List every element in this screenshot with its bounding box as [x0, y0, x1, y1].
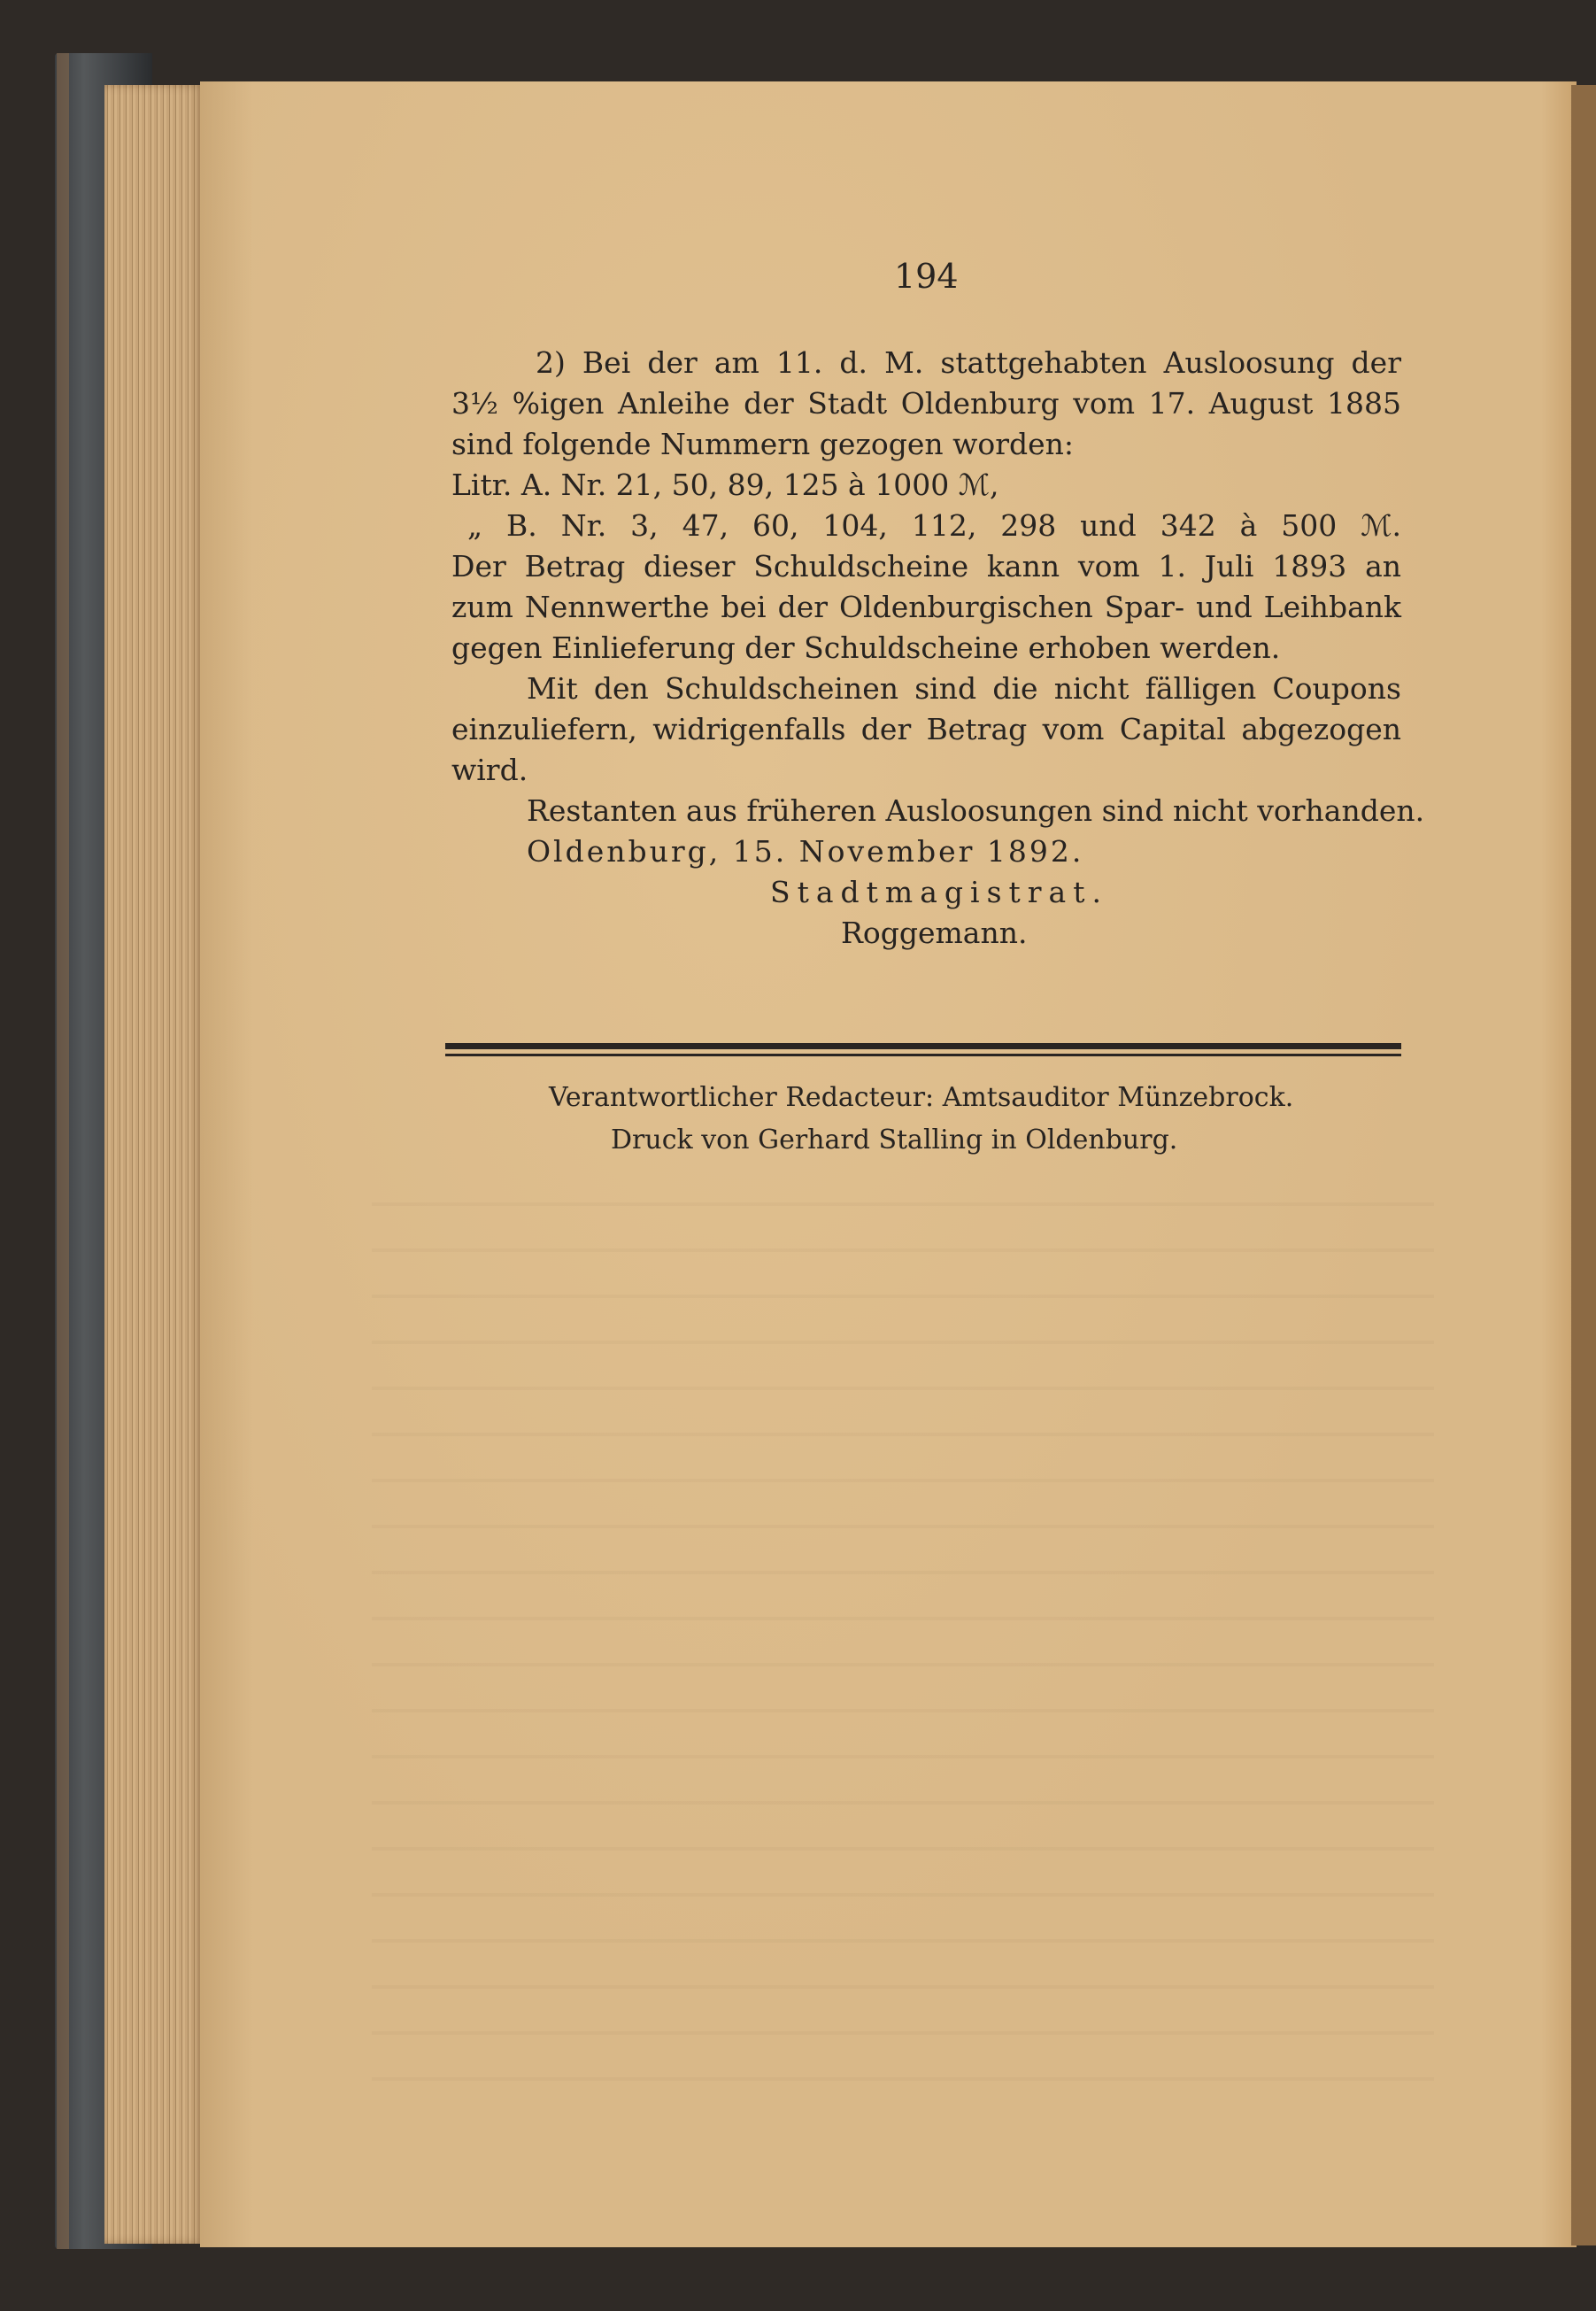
- body-line-9: Mit den Schuldscheinen sind die nicht fälligen Coupons: [527, 671, 1401, 706]
- body-line-5: „ B. Nr. 3, 47, 60, 104, 112, 298 und 342 à 500 ℳ.: [467, 508, 1401, 543]
- show-through: [372, 1195, 1434, 2081]
- footer-rule-thin: [445, 1054, 1401, 1056]
- footer-rule-thick: [445, 1043, 1401, 1049]
- page-edges: [104, 85, 204, 2244]
- signature-authority: Stadtmagistrat.: [770, 875, 1108, 909]
- body-line-11: wird.: [451, 753, 528, 787]
- signature-name: Roggemann.: [841, 916, 1028, 950]
- body-line-2: 3½ %igen Anleihe der Stadt Oldenburg vom 17. August 1885: [451, 386, 1401, 421]
- body-line-6: Der Betrag dieser Schuldscheine kann vom 1. Juli 1893 an: [451, 549, 1401, 584]
- footer-printer: Druck von Gerhard Stalling in Oldenburg.: [611, 1125, 1178, 1156]
- cover-edge: [57, 53, 69, 2249]
- body-line-10: einzuliefern, widrigenfalls der Betrag vom Capital abgezogen: [451, 712, 1401, 746]
- footer-editor: Verantwortlicher Redacteur: Amtsauditor Münzebrock.: [549, 1082, 1294, 1113]
- body-line-8: gegen Einlieferung der Schuldscheine erhoben werden.: [451, 630, 1281, 665]
- body-line-1: 2) Bei der am 11. d. M. stattgehabten Ausloosung der: [536, 345, 1401, 380]
- body-line-3: sind folgende Nummern gezogen worden:: [451, 427, 1075, 461]
- body-line-7: zum Nennwerthe bei der Oldenburgischen Spar- und Leihbank: [451, 590, 1401, 624]
- body-line-4: Litr. A. Nr. 21, 50, 89, 125 à 1000 ℳ,: [451, 468, 999, 502]
- place-date: Oldenburg, 15. November 1892.: [527, 834, 1084, 869]
- facing-page-edge: [1571, 85, 1596, 2245]
- page-number: 194: [894, 257, 959, 296]
- body-line-12: Restanten aus früheren Ausloosungen sind nicht vorhanden.: [527, 793, 1425, 828]
